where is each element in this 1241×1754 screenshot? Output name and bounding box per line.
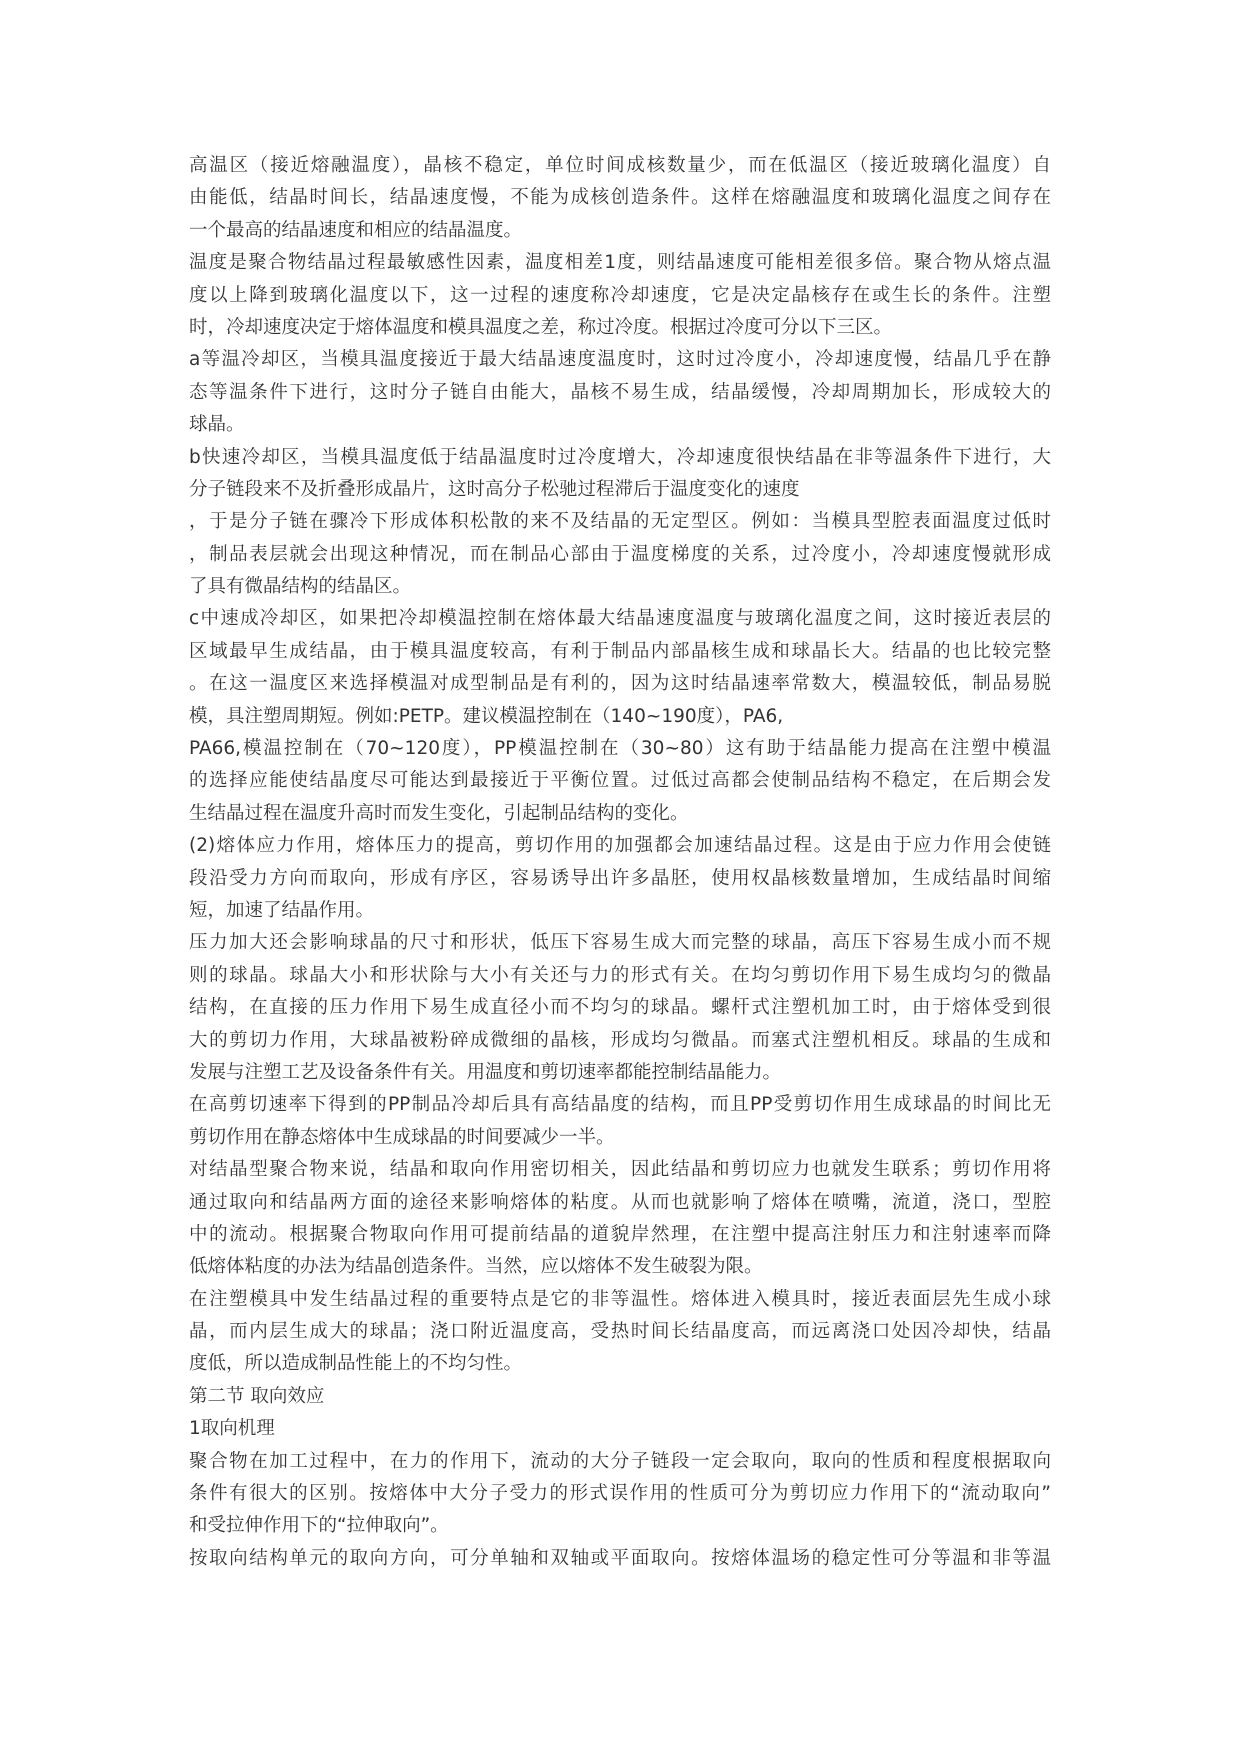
text-line: 温度是聚合物结晶过程最敏感性因素，温度相差1度，则结晶速度可能相差很多倍。聚合物从熔点温 — [189, 252, 1051, 274]
text-line: (2)熔体应力作用，熔体压力的提高，剪切作用的加强都会加速结晶过程。这是由于应力作用会使链 — [189, 835, 1051, 857]
text-line: 对结晶型聚合物来说，结晶和取向作用密切相关，因此结晶和剪切应力也就发生联系；剪切作用将 — [189, 1159, 1051, 1181]
text-line: 和受拉伸作用下的“拉伸取向”。 — [189, 1515, 449, 1537]
text-line: 态等温条件下进行，这时分子链自由能大，晶核不易生成，结晶缓慢，冷却周期加长，形成较大的 — [189, 381, 1051, 403]
text-line: 段沿受力方向而取向，形成有序区，容易诱导出许多晶胚，使用权晶核数量增加，生成结晶时间缩 — [189, 867, 1051, 889]
text-line: PA66,模温控制在（70~120度），PP模温控制在（30~80）这有助于结晶能力提高在注塑中模温 — [189, 738, 1051, 760]
text-line: 按取向结构单元的取向方向，可分单轴和双轴或平面取向。按熔体温场的稳定性可分等温和非等温 — [189, 1547, 1051, 1569]
text-line: 低熔体粘度的办法为结晶创造条件。当然，应以熔体不发生破裂为限。 — [189, 1256, 763, 1278]
text-line: b快速冷却区，当模具温度低于结晶温度时过冷度增大，冷却速度很快结晶在非等温条件下进行，大 — [189, 446, 1051, 468]
text-line: 大的剪切力作用，大球晶被粉碎成微细的晶核，形成均匀微晶。而塞式注塑机相反。球晶的生成和 — [189, 1029, 1051, 1051]
text-line: 则的球晶。球晶大小和形状除与大小有关还与力的形式有关。在均匀剪切作用下易生成均匀的微晶 — [189, 964, 1051, 986]
text-line: 1取向机理 — [189, 1418, 275, 1440]
text-line: c中速成冷却区，如果把冷却模温控制在熔体最大结晶速度温度与玻璃化温度之间，这时接近表层的 — [189, 608, 1051, 630]
text-line: 度以上降到玻璃化温度以下，这一过程的速度称冷却速度，它是决定晶核存在或生长的条件。注塑 — [189, 284, 1051, 306]
document-page — [189, 150, 1051, 1575]
text-line: 发展与注塑工艺及设备条件有关。用温度和剪切速率都能控制结晶能力。 — [189, 1061, 782, 1083]
text-line: 第二节 取向效应 — [189, 1385, 325, 1407]
text-line: 高温区（接近熔融温度），晶核不稳定，单位时间成核数量少，而在低温区（接近玻璃化温度）自 — [189, 155, 1051, 176]
text-line: 一个最高的结晶速度和相应的结晶温度。 — [189, 219, 523, 241]
text-line: ，制品表层就会出现这种情况，而在制品心部由于温度梯度的关系，过冷度小，冷却速度慢就形成 — [189, 543, 1051, 565]
text-line: 在高剪切速率下得到的PP制品冷却后具有高结晶度的结构，而且PP受剪切作用生成球晶的时间比无 — [189, 1094, 1051, 1116]
text-line: 由能低，结晶时间长，结晶速度慢，不能为成核创造条件。这样在熔融温度和玻璃化温度之间存在 — [189, 187, 1051, 209]
text-line: 。在这一温度区来选择模温对成型制品是有利的，因为这时结晶速率常数大，模温较低，制品易脱 — [189, 673, 1051, 695]
text-line: 的选择应能使结晶度尽可能达到最接近于平衡位置。过低过高都会使制品结构不稳定，在后期会发 — [189, 770, 1051, 792]
text-line: 模，具注塑周期短。例如:PETP。建议模温控制在（140~190度），PA6, — [189, 705, 784, 727]
text-line: 晶，而内层生成大的球晶；浇口附近温度高，受热时间长结晶度高，而远离浇口处因冷却快，结晶 — [189, 1321, 1051, 1343]
text-line: 通过取向和结晶两方面的途径来影响熔体的粘度。从而也就影响了熔体在喷嘴，流道，浇口，型腔 — [189, 1191, 1051, 1213]
text-line: 条件有很大的区别。按熔体中大分子受力的形式误作用的性质可分为剪切应力作用下的“流动取向” — [189, 1483, 1051, 1505]
text-line: 中的流动。根据聚合物取向作用可提前结晶的道貌岸然理，在注塑中提高注射压力和注射速率而降 — [189, 1223, 1051, 1245]
text-line: 短，加速了结晶作用。 — [189, 899, 375, 921]
text-line: 在注塑模具中发生结晶过程的重要特点是它的非等温性。熔体进入模具时，接近表面层先生成小球 — [189, 1288, 1051, 1310]
text-line: 结构，在直接的压力作用下易生成直径小而不均匀的球晶。螺杆式注塑机加工时，由于熔体受到很 — [189, 997, 1051, 1019]
text-line: 聚合物在加工过程中，在力的作用下，流动的大分子链段一定会取向，取向的性质和程度根据取向 — [189, 1450, 1051, 1472]
text-line: 剪切作用在静态熔体中生成球晶的时间要减少一半。 — [189, 1126, 615, 1148]
text-line: 球晶。 — [189, 414, 245, 436]
text-line: 压力加大还会影响球晶的尺寸和形状，低压下容易生成大而完整的球晶，高压下容易生成小而不规 — [189, 932, 1051, 954]
text-line: 度低，所以造成制品性能上的不均匀性。 — [189, 1353, 523, 1375]
text-line: 了具有微晶结构的结晶区。 — [189, 576, 412, 598]
text-line: ，于是分子链在骤冷下形成体积松散的来不及结晶的无定型区。例如：当模具型腔表面温度过低时 — [189, 511, 1051, 533]
text-line: 时，冷却速度决定于熔体温度和模具温度之差，称过冷度。根据过冷度可分以下三区。 — [189, 316, 893, 338]
text-line: 分子链段来不及折叠形成晶片，这时高分子松驰过程滞后于温度变化的速度 — [189, 478, 800, 500]
text-line: 生结晶过程在温度升高时而发生变化，引起制品结构的变化。 — [189, 802, 689, 824]
text-line: a等温冷却区，当模具温度接近于最大结晶速度温度时，这时过冷度小，冷却速度慢，结晶几乎在静 — [189, 349, 1051, 371]
text-line: 区域最早生成结晶，由于模具温度较高，有利于制品内部晶核生成和球晶长大。结晶的也比较完整 — [189, 640, 1051, 662]
